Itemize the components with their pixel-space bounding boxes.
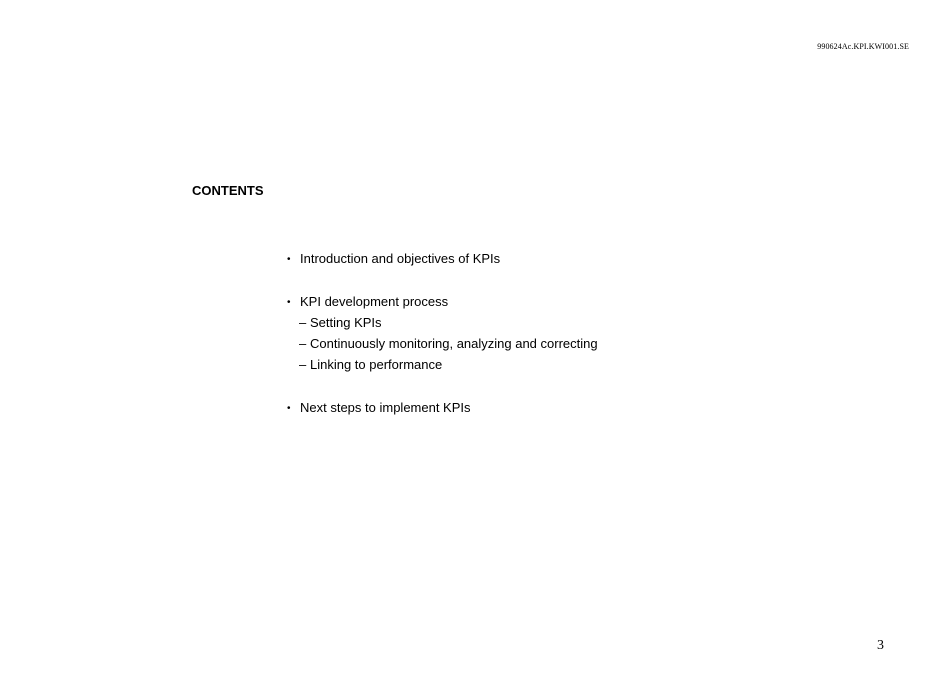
table-of-contents <box>287 248 598 440</box>
toc-subitem-label: Linking to performance <box>310 357 443 372</box>
page-number: 3 <box>877 638 884 653</box>
toc-bullet-row <box>287 397 598 418</box>
toc-item-kpi-development <box>287 291 598 375</box>
bullet-icon: • <box>287 254 291 265</box>
bullet-icon: • <box>287 297 291 308</box>
toc-item-introduction <box>287 248 598 269</box>
dash-icon: – <box>299 315 307 330</box>
toc-subitem-linking <box>287 354 598 375</box>
dash-icon: – <box>299 336 307 351</box>
contents-heading: CONTENTS <box>192 183 264 198</box>
toc-bullet-row <box>287 291 598 312</box>
bullet-icon: • <box>287 403 291 414</box>
toc-bullet-row <box>287 248 598 269</box>
toc-subitem-setting-kpis <box>287 312 598 333</box>
toc-item-label: Next steps to implement KPIs <box>300 400 471 415</box>
toc-subitem-label: Setting KPIs <box>310 315 382 330</box>
toc-item-label: KPI development process <box>300 294 449 309</box>
dash-icon: – <box>299 357 307 372</box>
document-id: 990624Ac.KPI.KWI001.SE <box>817 42 909 51</box>
toc-item-next-steps <box>287 397 598 418</box>
toc-item-label: Introduction and objectives of KPIs <box>300 251 501 266</box>
toc-subitem-label: Continuously monitoring, analyzing and correcting <box>310 336 598 351</box>
toc-subitem-monitoring <box>287 333 598 354</box>
